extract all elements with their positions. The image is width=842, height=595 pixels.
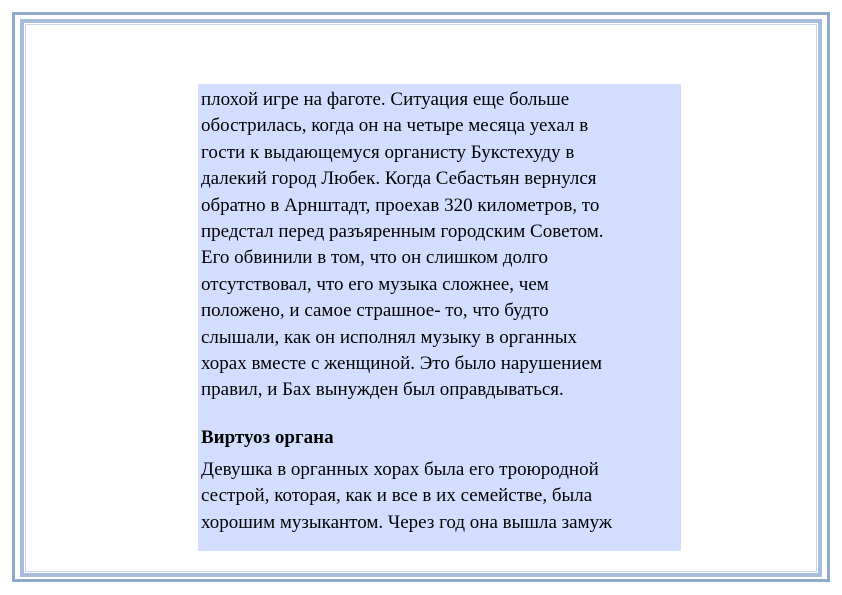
paragraph-1 — [201, 87, 681, 404]
text-line: сестрой, которая, как и все в их семействе, была — [201, 485, 593, 507]
text-line: далекий город Любек. Когда Себастьян вернулся — [201, 168, 597, 190]
text-line: гости к выдающемуся органисту Букстехуду в — [201, 141, 575, 163]
text-line: хорах вместе с женщиной. Это было нарушением — [201, 353, 602, 375]
text-box — [198, 84, 681, 551]
text-line: отсутствовал, что его музыка сложнее, чем — [201, 273, 549, 295]
text-line: слышали, как он исполнял музыку в органных — [201, 326, 578, 348]
text-line: плохой игре на фаготе. Ситуация еще больше — [201, 89, 570, 110]
text-line: обострилась, когда он на четыре месяца уехал в — [201, 115, 589, 137]
text-line: хорошим музыкантом. Через год она вышла замуж — [201, 511, 613, 533]
text-line: предстал перед разъяренным городским Советом. — [201, 221, 604, 243]
text-line: положено, и самое страшное- то, что будто — [201, 300, 549, 322]
text-line: обратно в Арнштадт, проехав 320 километров, то — [201, 194, 600, 216]
text-line: Его обвинили в том, что он слишком долго — [201, 247, 549, 269]
text-line: правил, и Бах вынужден был оправдываться. — [201, 379, 564, 401]
section-heading: Виртуоз органа — [201, 426, 334, 448]
paragraph-2 — [201, 457, 681, 536]
text-line: Девушка в органных хорах была его троюродной — [201, 458, 599, 480]
